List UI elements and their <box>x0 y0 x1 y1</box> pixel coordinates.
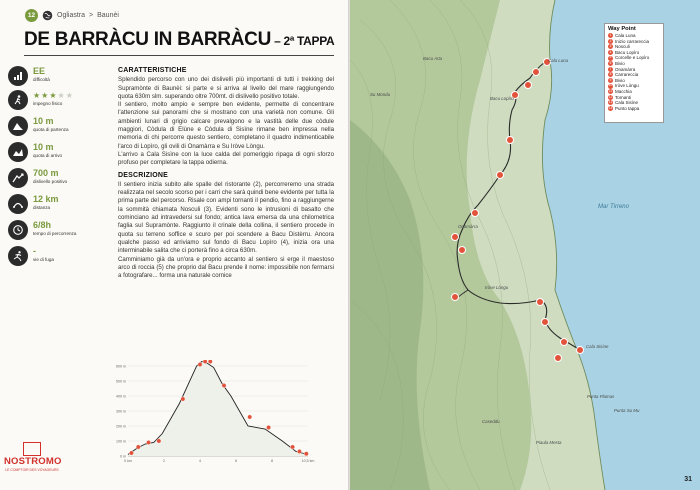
breadcrumb-region: Ogliastra <box>57 12 86 19</box>
stat-escape <box>8 246 103 268</box>
map-waypoint-marker <box>496 171 504 179</box>
distance-label: distanza <box>33 205 51 210</box>
waypoint-name: Bacu Lopìro <box>615 49 640 55</box>
y-tick-label: 600 m <box>116 364 126 369</box>
x-tick-label: 10,5 km <box>301 459 315 463</box>
logo-tagline: LE COMPTOIR DES VOYAGEURS <box>5 468 59 472</box>
stat-effort <box>8 90 103 112</box>
title-sub: – 2ª TAPPA <box>271 34 335 48</box>
features-heading: CARATTERISTICHE <box>118 67 187 74</box>
features-paragraph-3: L'arrivo a Cala Sisìne con la luce calda del pomeriggio ripaga di ogni sforzo profuso per completare la tappa odierna. <box>118 150 334 167</box>
stage-number-badge: 12 <box>25 9 38 22</box>
map-waypoint-marker <box>458 246 466 254</box>
profile-waypoint-marker <box>157 439 161 443</box>
elevation-gain-label: dislivello positivo <box>33 179 68 184</box>
y-tick-label: 200 m <box>116 424 126 429</box>
time-label: tempo di percorrenza <box>33 231 77 236</box>
waypoint-name: Cala Sisìne <box>615 100 639 106</box>
waypoint-number-badge: 2 <box>609 38 612 43</box>
legend-item <box>608 106 660 112</box>
legend-title: Way Point <box>608 26 636 32</box>
profile-waypoint-marker <box>136 445 140 449</box>
x-tick-label: 0 km <box>124 459 132 463</box>
waypoint-number-badge: 14 <box>608 105 613 110</box>
difficulty-icon <box>8 66 28 86</box>
waypoint-name: Bivio <box>615 77 625 83</box>
map-waypoint-marker <box>536 298 544 306</box>
waypoint-number-badge: 4 <box>609 49 612 54</box>
text-column <box>118 67 334 280</box>
profile-waypoint-marker <box>297 449 301 453</box>
label-punta-plamas: Punta Plamas <box>587 394 615 399</box>
waypoint-number-badge: 8 <box>609 72 612 77</box>
star-empty-icon: ★ <box>57 91 65 100</box>
waypoint-name: Carrareccia <box>615 72 639 78</box>
map-waypoint-marker <box>524 81 532 89</box>
label-sea: Mar Tirreno <box>598 204 629 210</box>
label-cala-luna: Cala Luna <box>548 58 569 63</box>
profile-waypoint-marker <box>290 445 294 449</box>
star-filled-icon: ★ <box>49 91 57 100</box>
waypoint-number-badge: 13 <box>608 100 613 105</box>
stat-time <box>8 220 103 242</box>
map-waypoint-marker <box>532 68 540 76</box>
breadcrumb <box>25 9 119 22</box>
escape-icon <box>8 246 28 266</box>
effort-label: impegno fisico <box>33 101 63 106</box>
star-filled-icon: ★ <box>33 91 41 100</box>
y-tick-label: 100 m <box>116 439 126 444</box>
profile-waypoint-marker <box>304 452 308 456</box>
profile-waypoint-marker <box>129 451 133 455</box>
elevation-gain-value: 700 m <box>33 168 59 178</box>
label-caseddu: Caseddu <box>482 419 500 424</box>
stat-distance <box>8 194 103 216</box>
label-piaula-mesta: Piaula Mesta <box>536 440 562 445</box>
description-paragraph-1: Il sentiero inizia subito alle spalle del ristorante (2), percorreremo una strada realizzata nel secolo scorso per i carri che sarà quindi bene evidente per tutta la prima parte del percorso. Risale con ampi tornanti il pendio, fino a raggiungerne la sommità chiamata Nosculi (3). Evidenti sono le intrusioni di basalto che cominciano ad intravedersi sul fondo; antica lava emersa da una chilometrica faglia sul Supramònte. Raggiunto il crinale della collina, il sentiero procede in quota su terreno soffice e scuro per poi scendere a Bacu Distèrru. Ancora qualche passo ed arriviamo sul fondo di Bacu Lopìro (4), inizia ora una interminabile salita che ci porterà fino a circa 630m. <box>118 180 334 255</box>
waypoint-number-badge: 10 <box>608 83 613 88</box>
stat-elevation-gain <box>8 168 103 190</box>
difficulty-label: difficoltà <box>33 77 50 82</box>
title-main: DE BARRÀCU IN BARRÀCU <box>24 29 272 50</box>
stat-difficulty <box>8 66 103 88</box>
features-paragraph-2: Il sentiero, molto ampio e sempre ben evidente, permette di concentrare l'attenzione sui panorami che si mostrano con una varietà non comune. Gli ambienti lunari di grigio calcare prevalgono e la vastità delle due còdule maggiori, Còdula di Elùne e Còdula di Sisìne rimane ben impressa nella memoria di chi percorre questo sentiero, completano il quadro indimenticabile l'arco di Lopìro, gli ovili di Onamàrra e Su Iròve Lòngu. <box>118 101 334 150</box>
label-cala-sisine: Cala Sisìne <box>586 344 609 349</box>
map-waypoint-marker <box>451 293 459 301</box>
map-waypoint-marker <box>506 136 514 144</box>
profile-waypoint-marker <box>203 360 207 364</box>
description-heading: DESCRIZIONE <box>118 171 169 179</box>
label-irove-longu: Iròve Lòngu <box>485 285 509 290</box>
profile-waypoint-marker <box>248 415 252 419</box>
waypoint-number-badge: 11 <box>608 88 613 93</box>
waypoint-name: Cala Luna <box>615 33 636 38</box>
map-waypoint-marker <box>541 318 549 326</box>
profile-waypoint-marker <box>198 362 202 366</box>
y-tick-label: 400 m <box>116 394 126 399</box>
page-title <box>24 29 334 51</box>
waypoint-name: Onamàrra <box>615 66 636 72</box>
map-waypoint-marker <box>576 346 584 354</box>
logo-name: NOSTROMO <box>4 456 62 467</box>
map-waypoint-marker <box>560 338 568 346</box>
map-waypoint-marker <box>471 209 479 217</box>
waypoint-number-badge: 3 <box>609 44 612 49</box>
x-tick-label: 2 <box>163 459 165 463</box>
star-filled-icon: ★ <box>41 91 49 100</box>
elevation-gain-icon <box>8 168 28 188</box>
waypoint-name: Iròve Lòngu <box>615 83 639 89</box>
start-altitude-icon <box>8 116 28 136</box>
waypoint-number-badge: 6 <box>609 60 612 65</box>
x-tick-label: 4 <box>199 459 201 463</box>
waypoint-name: Nosculi <box>615 44 630 50</box>
map-waypoint-marker <box>451 233 459 241</box>
legend-list <box>608 33 660 111</box>
waypoint-number-badge: 9 <box>609 77 612 82</box>
waypoint-name: Inizio carrareccia <box>615 38 650 44</box>
map-page <box>350 0 700 490</box>
waypoint-number-badge: 12 <box>608 94 613 99</box>
time-value: 6/8h <box>33 220 52 230</box>
globe-icon <box>42 10 53 21</box>
star-empty-icon: ★ <box>65 91 73 100</box>
y-tick-label: 500 m <box>116 379 126 384</box>
end-altitude-value: 10 m <box>33 142 54 152</box>
start-altitude-value: 10 m <box>33 116 54 126</box>
label-bacu-lopiro: Bacu Lopìro <box>490 96 514 101</box>
stat-start-altitude <box>8 116 103 138</box>
description-paragraph-2: Camminiamo già da un'ora e proprio accanto al sentiero si erge il maestoso arco di roccia (5) che proprio dal Bacu prende il nome: impossibile non fermarsi a fotografare... forma una naturale cornice <box>118 255 334 280</box>
waypoint-name: Punto tappa <box>615 105 640 111</box>
label-punta-mona: Punta Su Mu <box>614 408 640 413</box>
profile-waypoint-marker <box>181 397 185 401</box>
end-altitude-icon <box>8 142 28 162</box>
waypoint-name: Macchia <box>615 88 632 94</box>
profile-waypoint-marker <box>208 360 212 364</box>
map-waypoint-marker <box>554 354 562 362</box>
label-onamarra: Onamàrra <box>458 224 478 229</box>
x-tick-label: 6 <box>235 459 237 463</box>
profile-waypoint-marker <box>222 383 226 387</box>
distance-icon <box>8 194 28 214</box>
waypoint-legend <box>604 23 664 123</box>
page-number: 31 <box>684 476 692 483</box>
elevation-profile-chart <box>112 360 317 468</box>
escape-label: vie di fuga <box>33 257 54 262</box>
label-su-mondu: Su Mondu <box>370 92 391 97</box>
waypoint-name: Corcelle e Lopìro <box>615 55 650 61</box>
profile-waypoint-marker <box>146 440 150 444</box>
distance-value: 12 km <box>33 194 59 204</box>
features-paragraph-1: Splendido percorso con uno dei dislivelli più importanti di tutti i trekking del Supramònte di Baunèi: si parte e si arriva al livello del mare raggiungendo quota 630m slm. superando oltre 700mt. di dislivello positivo totale. <box>118 76 334 100</box>
x-tick-label: 8 <box>271 459 273 463</box>
effort-icon <box>8 90 28 110</box>
clock-icon <box>8 220 28 240</box>
y-tick-label: 300 m <box>116 409 126 414</box>
nostromo-logo <box>4 442 60 486</box>
breadcrumb-separator: > <box>89 12 94 19</box>
title-divider <box>24 55 334 56</box>
end-altitude-label: quota di arrivo <box>33 153 63 158</box>
start-altitude-label: quota di partenza <box>33 127 69 132</box>
waypoint-number-badge: 5 <box>609 55 612 60</box>
effort-stars <box>33 90 73 101</box>
waypoint-name: Bivio <box>615 60 625 66</box>
waypoint-number-badge: 1 <box>609 33 612 37</box>
breadcrumb-place: Baunèi <box>97 12 119 19</box>
escape-value: - <box>33 246 36 256</box>
waypoint-number-badge: 7 <box>609 66 612 71</box>
y-tick-label: 0 m <box>120 454 126 459</box>
stat-end-altitude <box>8 142 103 164</box>
logo-emblem <box>23 442 41 456</box>
difficulty-value: EE <box>33 66 46 76</box>
profile-waypoint-marker <box>266 425 270 429</box>
waypoint-name: Tornanti <box>615 94 632 100</box>
label-bacu-arta: Bacu Arta <box>423 56 443 61</box>
